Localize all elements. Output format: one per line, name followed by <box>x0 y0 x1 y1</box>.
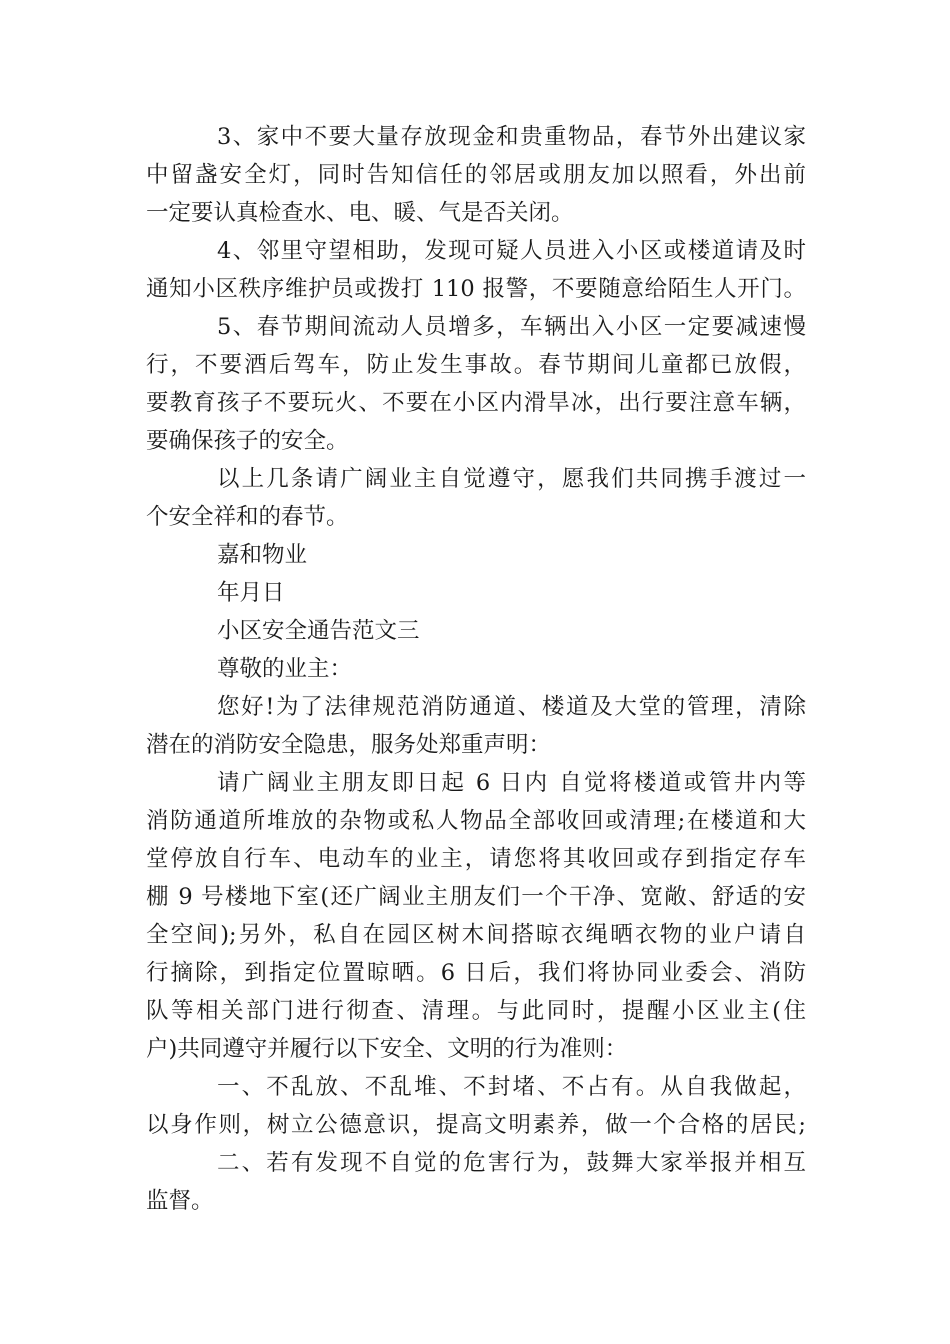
paragraph-line: 户)共同遵守并履行以下安全、文明的行为准则： <box>146 1036 628 1062</box>
paragraph-line: 要教育孩子不要玩火、不要在小区内滑旱冰，出行要注意车辆， <box>146 390 806 416</box>
paragraph-line: 中留盏安全灯，同时告知信任的邻居或朋友加以照看，外出前 <box>146 162 806 188</box>
signature-company: 嘉和物业 <box>217 542 308 568</box>
signature-date: 年月日 <box>217 580 285 606</box>
paragraph-line: 请广阔业主朋友即日起 6 日内 自觉将楼道或管井内等 <box>217 770 806 796</box>
paragraph-line: 棚 9 号楼地下室(还广阔业主朋友们一个干净、宽敞、舒适的安 <box>146 884 806 910</box>
paragraph-line: 堂停放自行车、电动车的业主，请您将其收回或存到指定存车 <box>146 846 806 872</box>
paragraph-line: 通知小区秩序维护员或拨打 110 报警，不要随意给陌生人开门。 <box>146 276 806 302</box>
paragraph-line: 行，不要酒后驾车，防止发生事故。春节期间儿童都已放假， <box>146 352 806 378</box>
paragraph-line: 5、春节期间流动人员增多，车辆出入小区一定要减速慢 <box>217 314 806 340</box>
paragraph-line: 一定要认真检查水、电、暖、气是否关闭。 <box>146 200 574 226</box>
paragraph-line: 个安全祥和的春节。 <box>146 504 349 530</box>
salutation: 尊敬的业主： <box>217 656 353 682</box>
paragraph-line: 监督。 <box>146 1188 214 1214</box>
paragraph-line: 潜在的消防安全隐患，服务处郑重声明： <box>146 732 552 758</box>
paragraph-line: 行摘除，到指定位置晾晒。6 日后，我们将协同业委会、消防 <box>146 960 806 986</box>
paragraph-line: 队等相关部门进行彻查、清理。与此同时，提醒小区业主(住 <box>146 998 806 1024</box>
paragraph-line: 消防通道所堆放的杂物或私人物品全部收回或清理;在楼道和大 <box>146 808 806 834</box>
section-title: 小区安全通告范文三 <box>217 618 420 644</box>
paragraph-line: 3、家中不要大量存放现金和贵重物品，春节外出建议家 <box>217 124 806 150</box>
paragraph-line: 您好!为了法律规范消防通道、楼道及大堂的管理，清除 <box>217 694 806 720</box>
paragraph-line: 要确保孩子的安全。 <box>146 428 349 454</box>
paragraph-line: 全空间);另外，私自在园区树木间搭晾衣绳晒衣物的业户请自 <box>146 922 806 948</box>
paragraph-line: 以上几条请广阔业主自觉遵守，愿我们共同携手渡过一 <box>217 466 806 492</box>
paragraph-line: 4、邻里守望相助，发现可疑人员进入小区或楼道请及时 <box>217 238 806 264</box>
paragraph-line: 二、若有发现不自觉的危害行为，鼓舞大家举报并相互 <box>217 1150 806 1176</box>
paragraph-line: 以身作则，树立公德意识，提高文明素养，做一个合格的居民; <box>146 1112 806 1138</box>
paragraph-line: 一、不乱放、不乱堆、不封堵、不占有。从自我做起， <box>217 1074 806 1100</box>
